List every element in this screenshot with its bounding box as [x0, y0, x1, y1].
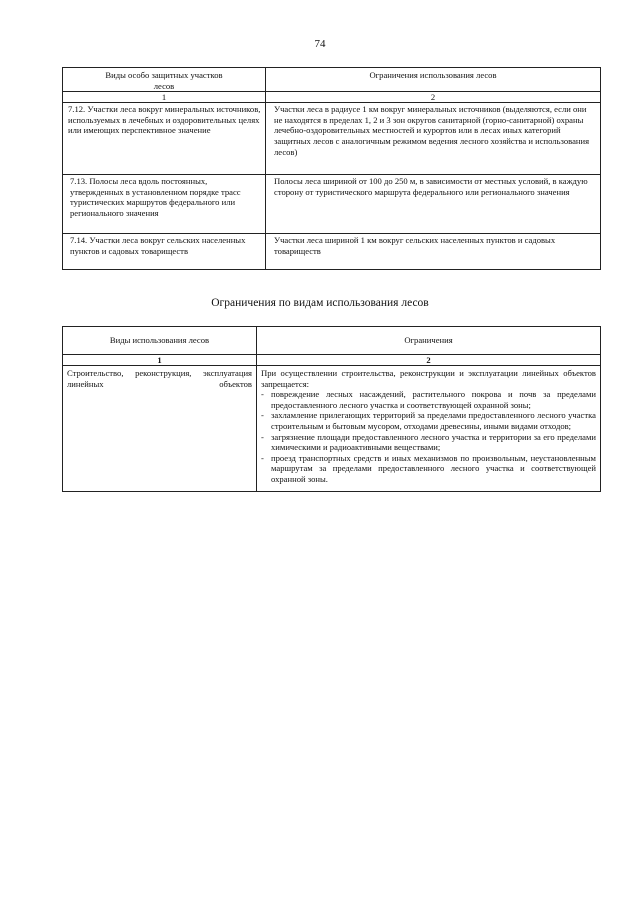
page-number: 74	[314, 38, 326, 50]
column-header-area-type: Виды особо защитных участков лесов	[63, 68, 266, 92]
section-title: Ограничения по видам использования лесов	[211, 297, 429, 309]
table-header-row	[63, 68, 601, 92]
restriction-list	[261, 389, 596, 484]
restriction-cell: Полосы леса шириной от 100 до 250 м, в зависимости от местных условий, в каждую сторону от туристического маршрута федерального или регионального значения	[266, 175, 601, 234]
table-header-row	[63, 327, 601, 355]
area-type-cell: 7.14. Участки леса вокруг сельских населенных пунктов и садовых товариществ	[63, 234, 266, 270]
table-row	[63, 234, 601, 270]
column-number: 2	[257, 355, 601, 366]
bullet-dash: -	[261, 431, 264, 442]
column-header-usage-type: Виды использования лесов	[63, 327, 257, 355]
table-row	[63, 175, 601, 234]
usage-restrictions-table	[62, 326, 601, 492]
list-item	[261, 432, 596, 453]
column-number: 1	[63, 92, 266, 103]
column-header-restrictions: Ограничения использования лесов	[266, 68, 601, 92]
table-row	[63, 103, 601, 175]
bullet-dash: -	[261, 452, 264, 463]
area-type-cell: 7.13. Полосы леса вдоль постоянных, утвержденных в установленном порядке трасс туристических маршрутов федерального или регионального значения	[63, 175, 266, 234]
restriction-cell: Участки леса шириной 1 км вокруг сельских населенных пунктов и садовых товариществ	[266, 234, 601, 270]
column-number: 2	[266, 92, 601, 103]
column-header-restrictions: Ограничения	[257, 327, 601, 355]
list-item-text: захламление прилегающих территорий за пределами предоставленного лесного участка строительным и бытовым мусором, отходами древесины, иными видами отходов;	[271, 410, 596, 431]
bullet-dash: -	[261, 410, 264, 421]
table-row	[63, 366, 601, 492]
usage-type-text: Строительство, реконструкция, эксплуатация линейных объектов	[67, 368, 252, 389]
column-number: 1	[63, 355, 257, 366]
list-item-text: загрязнение площади предоставленного лесного участка и территории за его пределами химическими и радиоактивными веществами;	[271, 431, 596, 453]
protected-areas-table	[62, 67, 601, 270]
restriction-intro: При осуществлении строительства, реконструкции и эксплуатации линейных объектов запрещается:	[261, 368, 596, 389]
list-item	[261, 389, 596, 410]
list-item	[261, 453, 596, 485]
usage-type-cell	[63, 366, 257, 492]
list-item-text: проезд транспортных средств и иных механизмов по произвольным, неустановленным маршрутам за пределами предоставленного лесного участка и соответствующей охранной зоны.	[271, 452, 596, 484]
column-number-row	[63, 92, 601, 103]
list-item-text: повреждение лесных насаждений, растительного покрова и почв за пределами предоставленного лесного участка и соответствующей охранной зоны;	[271, 389, 596, 410]
restriction-cell	[257, 366, 601, 492]
bullet-dash: -	[261, 389, 264, 400]
restriction-cell: Участки леса в радиусе 1 км вокруг минеральных источников (выделяются, если они не находятся в пределах 1, 2 и 3 зон округов санитарной (горно-санитарной) охраны лечебно-оздоровительных местностей и курортов или в лесах иных категорий защитных лесов с аналогичным режимом ведения лесного хозяйства и использования лесов)	[266, 103, 601, 175]
list-item	[261, 410, 596, 431]
column-number-row	[63, 355, 601, 366]
area-type-cell: 7.12. Участки леса вокруг минеральных источников, используемых в лечебных и оздоровительных целях или имеющих перспективное значение	[63, 103, 266, 175]
